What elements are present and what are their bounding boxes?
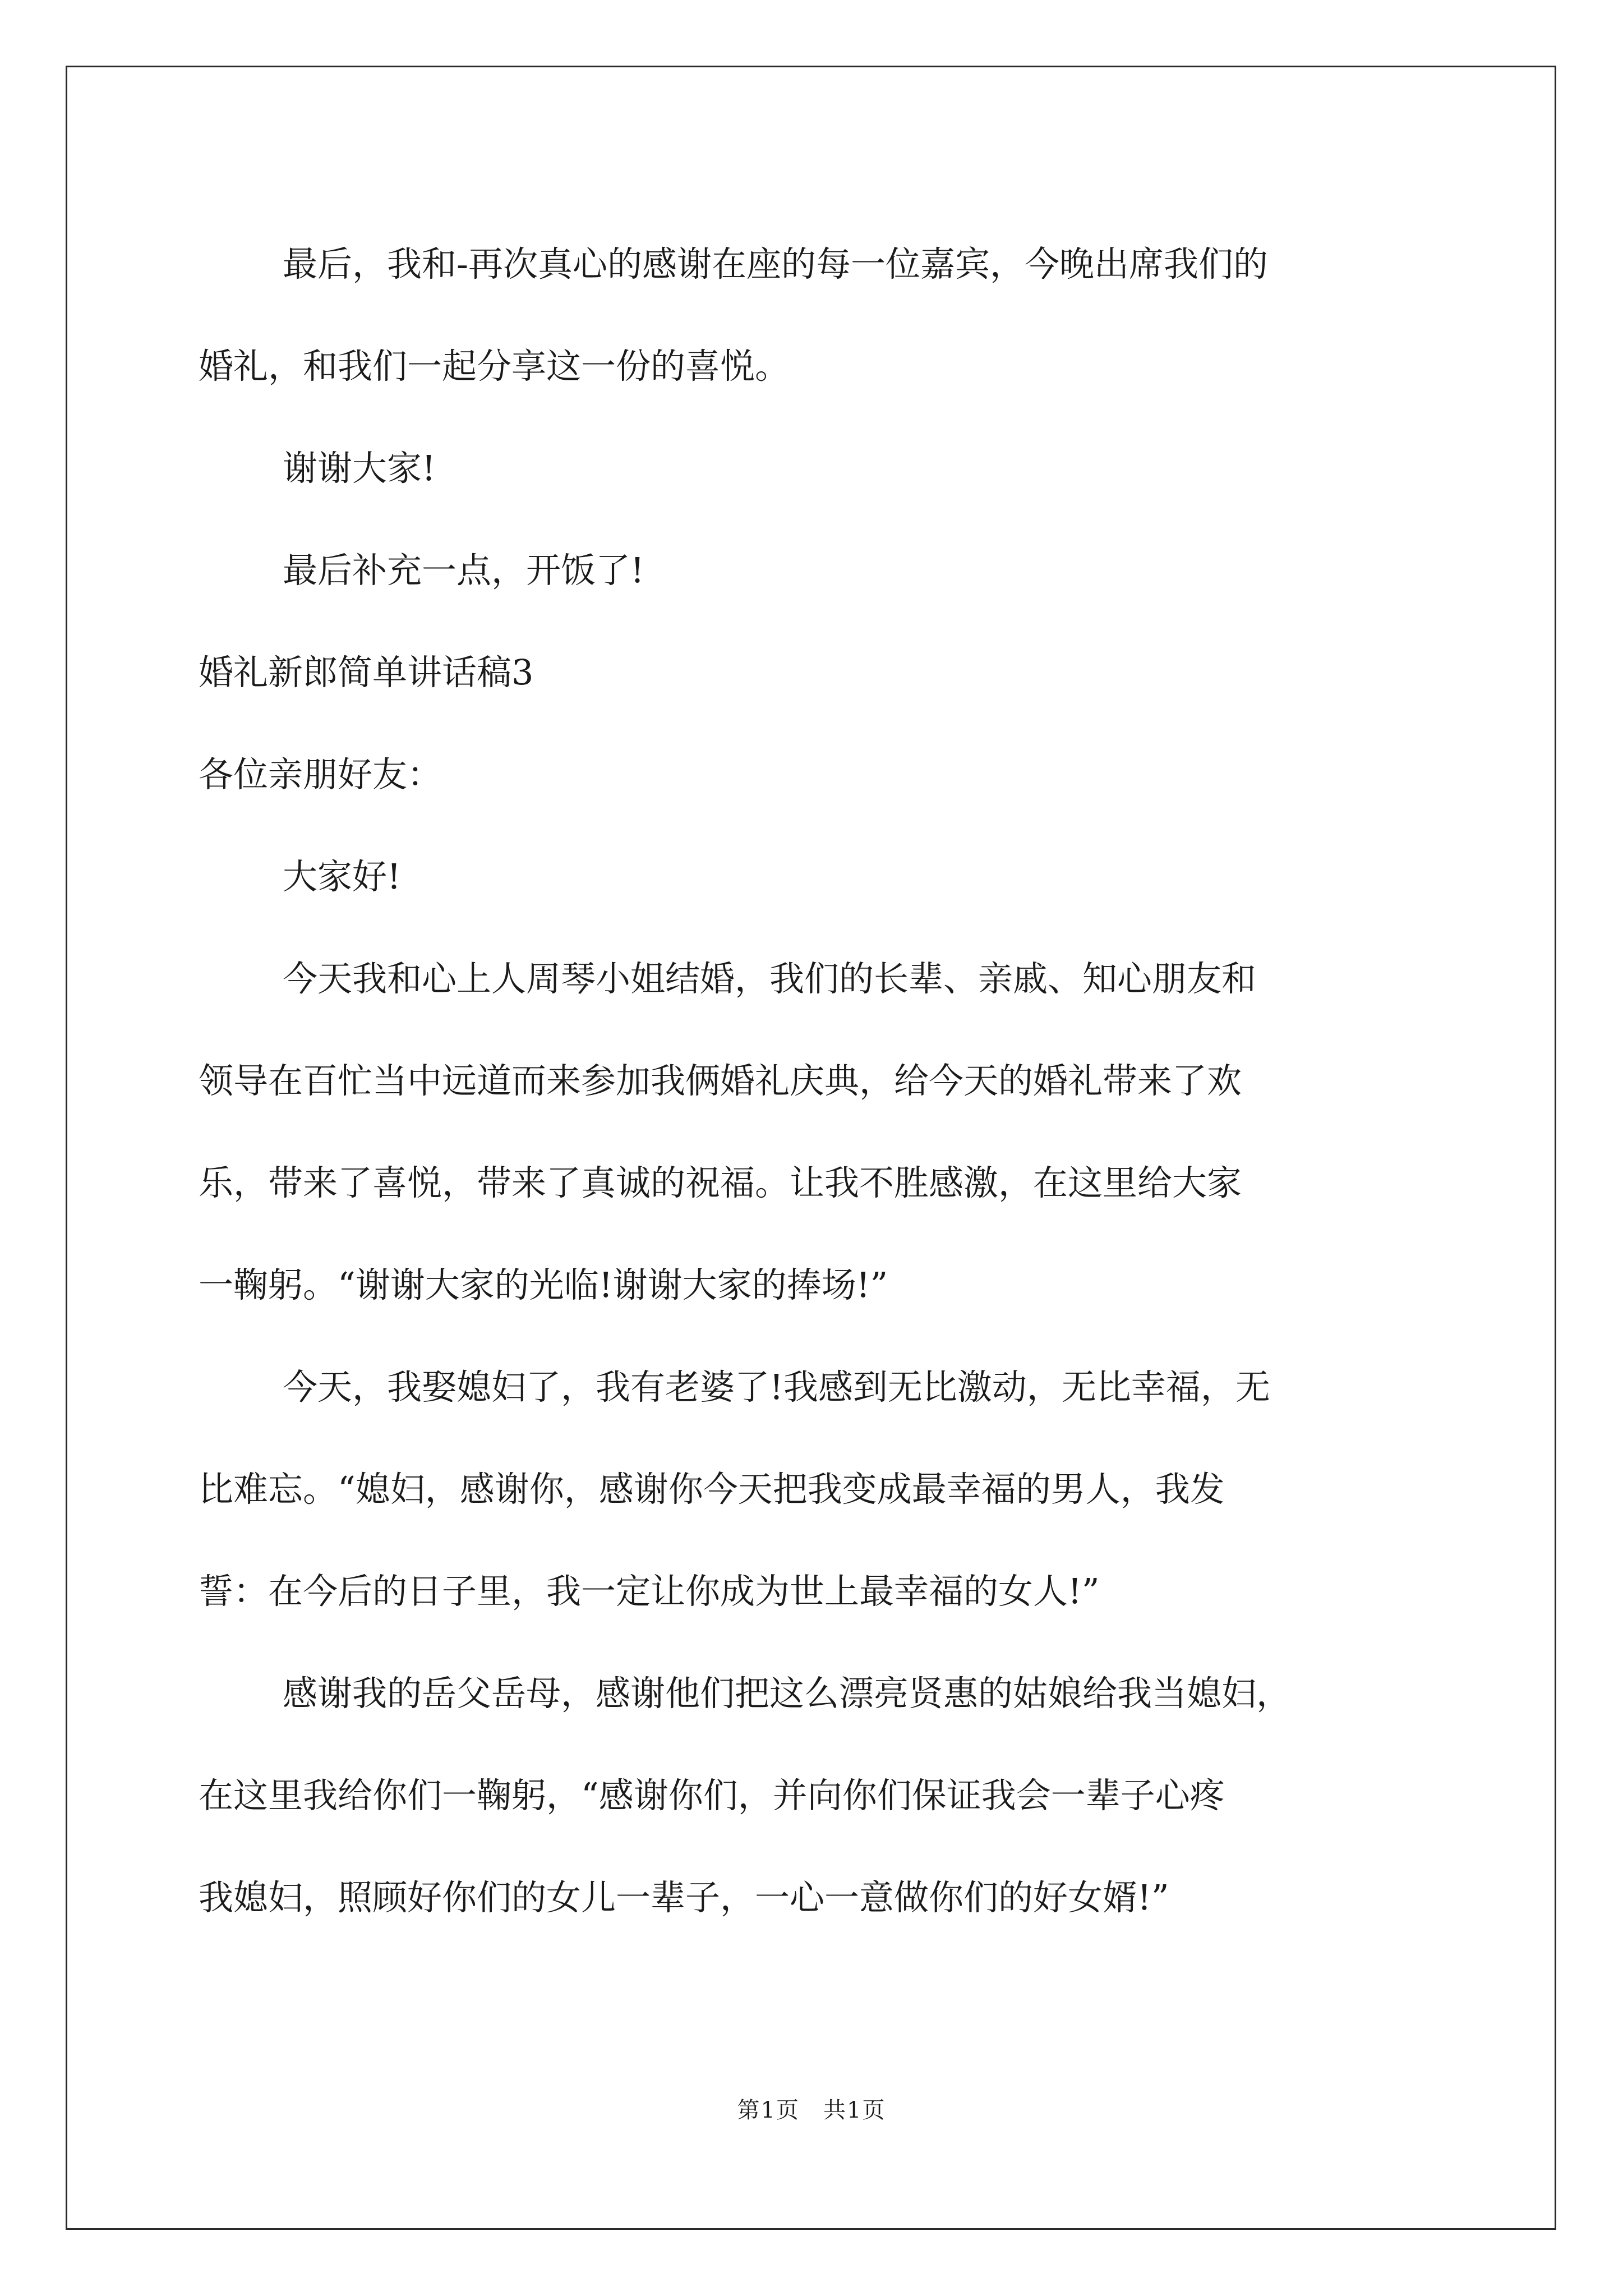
document-body [199,213,1432,1949]
page-number: 第1页 共1页 [737,2097,886,2123]
text-line: 在这里我给你们一鞠躬，“感谢你们，并向你们保证我会一辈子心疼 [199,1775,1225,1816]
text-line: 婚礼，和我们一起分享这一份的喜悦。 [199,346,790,386]
text-line: 最后，我和-再次真心的感谢在座的每一位嘉宾，今晚出席我们的 [283,243,1268,284]
text-line: 乐，带来了喜悦，带来了真诚的祝福。让我不胜感激，在这里给大家 [199,1162,1242,1203]
text-line: 领导在百忙当中远道而来参加我俩婚礼庆典，给今天的婚礼带来了欢 [199,1060,1242,1101]
text-line: 感谢我的岳父岳母，感谢他们把这么漂亮贤惠的姑娘给我当媳妇， [283,1673,1292,1714]
text-line: 大家好! [283,856,401,897]
text-line: 最后补充一点，开饭了! [283,550,644,591]
text-line: 今天我和心上人周琴小姐结婚，我们的长辈、亲戚、知心朋友和 [283,958,1257,999]
text-line: 誓：在今后的日子里，我一定让你成为世上最幸福的女人!” [199,1571,1100,1612]
text-line: 我媳妇，照顾好你们的女儿一辈子，一心一意做你们的好女婿!” [199,1877,1169,1918]
text-line: 一鞠躬。“谢谢大家的光临!谢谢大家的捧场!” [199,1264,888,1305]
salutation: 各位亲朋好友： [199,754,442,795]
text-line: 谢谢大家! [283,448,436,489]
text-line: 今天，我娶媳妇了，我有老婆了!我感到无比激动，无比幸福，无 [283,1366,1270,1407]
section-title: 婚礼新郎简单讲话稿3 [199,652,534,693]
text-line: 比难忘。“媳妇，感谢你，感谢你今天把我变成最幸福的男人，我发 [199,1469,1225,1510]
